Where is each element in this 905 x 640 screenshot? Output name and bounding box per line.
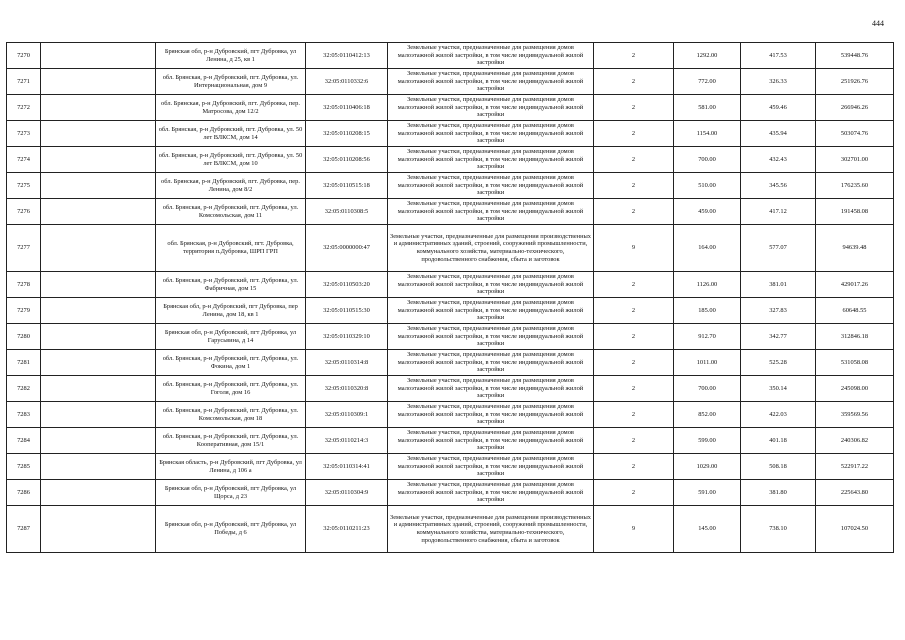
address-cell: Брянская обл, р-н Дубровский, пгт Дубровка, ул Щорса, д 23	[156, 480, 306, 506]
spacer-cell	[41, 43, 156, 69]
category-cell: 2	[594, 173, 674, 199]
cadastral-number-cell: 32:05:0110308:5	[306, 199, 388, 225]
category-cell: 2	[594, 69, 674, 95]
land-use-cell: Земельные участки, предназначенные для размещения домов малоэтажной жилой застройки, в том числе индивидуальной жилой застройки	[388, 147, 594, 173]
category-cell: 9	[594, 225, 674, 272]
table-row	[7, 428, 894, 454]
table-row	[7, 95, 894, 121]
specific-value-cell: 508.18	[741, 454, 816, 480]
spacer-cell	[41, 428, 156, 454]
cadastral-number-cell: 32:05:0110314:41	[306, 454, 388, 480]
cadastral-number-cell: 32:05:0110214:3	[306, 428, 388, 454]
land-use-cell: Земельные участки, предназначенные для размещения домов малоэтажной жилой застройки, в том числе индивидуальной жилой застройки	[388, 298, 594, 324]
area-cell: 599.00	[674, 428, 741, 454]
address-cell: обл. Брянская, р-н Дубровский, пгт. Дубровка, ул. 50 лет ВЛКСМ, дом 10	[156, 147, 306, 173]
category-cell: 2	[594, 95, 674, 121]
cadastral-value-cell: 60648.55	[816, 298, 894, 324]
cadastral-value-cell: 302701.00	[816, 147, 894, 173]
category-cell: 2	[594, 199, 674, 225]
land-use-cell: Земельные участки, предназначенные для размещения домов малоэтажной жилой застройки, в том числе индивидуальной жилой застройки	[388, 173, 594, 199]
table-row	[7, 173, 894, 199]
area-cell: 164.00	[674, 225, 741, 272]
specific-value-cell: 738.10	[741, 506, 816, 553]
page-number: 444	[872, 19, 884, 28]
table-row	[7, 454, 894, 480]
specific-value-cell: 381.01	[741, 272, 816, 298]
area-cell: 700.00	[674, 376, 741, 402]
cadastral-value-cell: 359569.56	[816, 402, 894, 428]
row-number: 7280	[7, 324, 41, 350]
cadastral-number-cell: 32:05:0110211:23	[306, 506, 388, 553]
address-cell: обл. Брянская, р-н Дубровский, пгт. Дубровка, ул. Фабричная, дом 15	[156, 272, 306, 298]
spacer-cell	[41, 402, 156, 428]
specific-value-cell: 432.43	[741, 147, 816, 173]
specific-value-cell: 401.18	[741, 428, 816, 454]
cadastral-value-cell: 539448.76	[816, 43, 894, 69]
land-use-cell: Земельные участки, предназначенные для размещения домов малоэтажной жилой застройки, в том числе индивидуальной жилой застройки	[388, 121, 594, 147]
area-cell: 700.00	[674, 147, 741, 173]
spacer-cell	[41, 324, 156, 350]
cadastral-number-cell: 32:05:0110208:15	[306, 121, 388, 147]
category-cell: 2	[594, 43, 674, 69]
land-use-cell: Земельные участки, предназначенные для размещения домов малоэтажной жилой застройки, в том числе индивидуальной жилой застройки	[388, 350, 594, 376]
specific-value-cell: 345.56	[741, 173, 816, 199]
row-number: 7277	[7, 225, 41, 272]
row-number: 7281	[7, 350, 41, 376]
specific-value-cell: 422.03	[741, 402, 816, 428]
cadastral-number-cell: 32:05:0110515:18	[306, 173, 388, 199]
area-cell: 1292.00	[674, 43, 741, 69]
row-number: 7273	[7, 121, 41, 147]
table-row	[7, 43, 894, 69]
cadastral-number-cell: 32:05:0110332:6	[306, 69, 388, 95]
category-cell: 2	[594, 454, 674, 480]
area-cell: 510.00	[674, 173, 741, 199]
category-cell: 2	[594, 298, 674, 324]
cadastral-value-cell: 266946.26	[816, 95, 894, 121]
area-cell: 581.00	[674, 95, 741, 121]
table-row	[7, 69, 894, 95]
cadastral-number-cell: 32:05:0110208:56	[306, 147, 388, 173]
area-cell: 912.70	[674, 324, 741, 350]
specific-value-cell: 417.12	[741, 199, 816, 225]
cadastral-number-cell: 32:05:0110406:18	[306, 95, 388, 121]
spacer-cell	[41, 69, 156, 95]
table-row	[7, 324, 894, 350]
specific-value-cell: 350.14	[741, 376, 816, 402]
cadastral-value-cell: 251926.76	[816, 69, 894, 95]
land-use-cell: Земельные участки, предназначенные для размещения домов малоэтажной жилой застройки, в том числе индивидуальной жилой застройки	[388, 199, 594, 225]
table-row	[7, 298, 894, 324]
cadastral-value-cell: 225643.80	[816, 480, 894, 506]
address-cell: обл. Брянская, р-н Дубровский, пгт. Дубровка, ул. Фокина, дом 1	[156, 350, 306, 376]
category-cell: 2	[594, 428, 674, 454]
row-number: 7278	[7, 272, 41, 298]
table-row	[7, 147, 894, 173]
specific-value-cell: 342.77	[741, 324, 816, 350]
category-cell: 2	[594, 376, 674, 402]
area-cell: 459.00	[674, 199, 741, 225]
land-use-cell: Земельные участки, предназначенные для размещения домов малоэтажной жилой застройки, в том числе индивидуальной жилой застройки	[388, 454, 594, 480]
address-cell: обл. Брянская, р-н Дубровский, пгт. Дубровка, ул. Интернациональная, дом 9	[156, 69, 306, 95]
cadastral-number-cell: 32:05:0110304:9	[306, 480, 388, 506]
cadastral-value-cell: 312846.18	[816, 324, 894, 350]
spacer-cell	[41, 376, 156, 402]
table-row	[7, 350, 894, 376]
specific-value-cell: 435.94	[741, 121, 816, 147]
cadastral-number-cell: 32:05:0110515:30	[306, 298, 388, 324]
table-row	[7, 506, 894, 553]
spacer-cell	[41, 95, 156, 121]
spacer-cell	[41, 480, 156, 506]
spacer-cell	[41, 506, 156, 553]
row-number: 7284	[7, 428, 41, 454]
spacer-cell	[41, 298, 156, 324]
category-cell: 2	[594, 402, 674, 428]
row-number: 7285	[7, 454, 41, 480]
address-cell: Брянская область, р-н Дубровский, пгт Дубровка, ул Ленина, д 106 а	[156, 454, 306, 480]
cadastral-value-cell: 245098.00	[816, 376, 894, 402]
table-row	[7, 121, 894, 147]
area-cell: 185.00	[674, 298, 741, 324]
specific-value-cell: 327.83	[741, 298, 816, 324]
table-row	[7, 199, 894, 225]
category-cell: 2	[594, 147, 674, 173]
spacer-cell	[41, 121, 156, 147]
address-cell: обл. Брянская, р-н Дубровский, пгт. Дубровка, ул. 50 лет ВЛКСМ, дом 14	[156, 121, 306, 147]
area-cell: 1126.00	[674, 272, 741, 298]
land-use-cell: Земельные участки, предназначенные для размещения домов малоэтажной жилой застройки, в том числе индивидуальной жилой застройки	[388, 272, 594, 298]
row-number: 7274	[7, 147, 41, 173]
address-cell: обл. Брянская, р-н Дубровский, пгт. Дубровка, ул. Кооперативная, дом 15/1	[156, 428, 306, 454]
area-cell: 591.00	[674, 480, 741, 506]
row-number: 7272	[7, 95, 41, 121]
address-cell: обл. Брянская, р-н Дубровский, пгт. Дубровка, пер. Матросова, дом 12/2	[156, 95, 306, 121]
land-use-cell: Земельные участки, предназначенные для размещения производственных и административных зданий, строений, сооружений промышленности, коммунального хозяйства, материально-технического, продовольственного снабжения, сбыта и заготовок	[388, 225, 594, 272]
land-use-cell: Земельные участки, предназначенные для размещения производственных и административных зданий, строений, сооружений промышленности, коммунального хозяйства, материально-технического, продовольственного снабжения, сбыта и заготовок	[388, 506, 594, 553]
land-registry-table	[6, 42, 894, 553]
address-cell: обл. Брянская, р-н Дубровский, пгт. Дубровка, пер. Ленина, дом 8/2	[156, 173, 306, 199]
address-cell: обл. Брянская, р-н Дубровский, пгт. Дубровка, ул. Гоголя, дом 16	[156, 376, 306, 402]
row-number: 7275	[7, 173, 41, 199]
area-cell: 852.00	[674, 402, 741, 428]
cadastral-value-cell: 522917.22	[816, 454, 894, 480]
area-cell: 1154.00	[674, 121, 741, 147]
address-cell: Брянская обл, р-н Дубровский, пгт Дубровка, ул Ленина, д 25, кв 1	[156, 43, 306, 69]
address-cell: обл. Брянская, р-н Дубровский, пгт. Дубровка, ул. Комсомольская, дом 18	[156, 402, 306, 428]
address-cell: обл. Брянская, р-н Дубровский, пгт. Дубровка, территория п.Дубровка, ШРП ГРП	[156, 225, 306, 272]
area-cell: 1011.00	[674, 350, 741, 376]
area-cell: 772.00	[674, 69, 741, 95]
area-cell: 1029.00	[674, 454, 741, 480]
category-cell: 9	[594, 506, 674, 553]
row-number: 7283	[7, 402, 41, 428]
category-cell: 2	[594, 350, 674, 376]
row-number: 7270	[7, 43, 41, 69]
address-cell: Брянская обл, р-н Дубровский, пгт Дубровка, пер Ленина, дом 18, кв 1	[156, 298, 306, 324]
spacer-cell	[41, 147, 156, 173]
table-row	[7, 402, 894, 428]
cadastral-number-cell: 32:05:0110314:8	[306, 350, 388, 376]
table-row	[7, 272, 894, 298]
cadastral-value-cell: 94639.48	[816, 225, 894, 272]
cadastral-value-cell: 503074.76	[816, 121, 894, 147]
row-number: 7286	[7, 480, 41, 506]
land-use-cell: Земельные участки, предназначенные для размещения домов малоэтажной жилой застройки, в том числе индивидуальной жилой застройки	[388, 69, 594, 95]
spacer-cell	[41, 225, 156, 272]
category-cell: 2	[594, 272, 674, 298]
address-cell: обл. Брянская, р-н Дубровский, пгт. Дубровка, ул. Комсомольская, дом 11	[156, 199, 306, 225]
row-number: 7271	[7, 69, 41, 95]
land-use-cell: Земельные участки, предназначенные для размещения домов малоэтажной жилой застройки, в том числе индивидуальной жилой застройки	[388, 402, 594, 428]
cadastral-number-cell: 32:05:0110309:1	[306, 402, 388, 428]
spacer-cell	[41, 173, 156, 199]
cadastral-number-cell: 32:05:0110412:13	[306, 43, 388, 69]
cadastral-value-cell: 107024.50	[816, 506, 894, 553]
address-cell: Брянская обл, р-н Дубровский, пгт Дубровка, ул Гарусьвина, д 14	[156, 324, 306, 350]
cadastral-value-cell: 191458.08	[816, 199, 894, 225]
row-number: 7287	[7, 506, 41, 553]
row-number: 7279	[7, 298, 41, 324]
cadastral-number-cell: 32:05:0110503:20	[306, 272, 388, 298]
table-row	[7, 376, 894, 402]
land-use-cell: Земельные участки, предназначенные для размещения домов малоэтажной жилой застройки, в том числе индивидуальной жилой застройки	[388, 95, 594, 121]
cadastral-value-cell: 531058.08	[816, 350, 894, 376]
cadastral-number-cell: 32:05:0110320:8	[306, 376, 388, 402]
specific-value-cell: 417.53	[741, 43, 816, 69]
address-cell: Брянская обл, р-н Дубровский, пгт Дубровка, ул Победы, д 6	[156, 506, 306, 553]
cadastral-value-cell: 240306.82	[816, 428, 894, 454]
land-use-cell: Земельные участки, предназначенные для размещения домов малоэтажной жилой застройки, в том числе индивидуальной жилой застройки	[388, 324, 594, 350]
specific-value-cell: 326.33	[741, 69, 816, 95]
spacer-cell	[41, 350, 156, 376]
table-row	[7, 225, 894, 272]
spacer-cell	[41, 272, 156, 298]
land-use-cell: Земельные участки, предназначенные для размещения домов малоэтажной жилой застройки, в том числе индивидуальной жилой застройки	[388, 43, 594, 69]
cadastral-number-cell: 32:05:0110329:10	[306, 324, 388, 350]
table-row	[7, 480, 894, 506]
category-cell: 2	[594, 121, 674, 147]
cadastral-value-cell: 429017.26	[816, 272, 894, 298]
specific-value-cell: 459.46	[741, 95, 816, 121]
land-use-cell: Земельные участки, предназначенные для размещения домов малоэтажной жилой застройки, в том числе индивидуальной жилой застройки	[388, 376, 594, 402]
land-use-cell: Земельные участки, предназначенные для размещения домов малоэтажной жилой застройки, в том числе индивидуальной жилой застройки	[388, 480, 594, 506]
row-number: 7282	[7, 376, 41, 402]
cadastral-number-cell: 32:05:0000000:47	[306, 225, 388, 272]
row-number: 7276	[7, 199, 41, 225]
specific-value-cell: 525.28	[741, 350, 816, 376]
specific-value-cell: 381.80	[741, 480, 816, 506]
cadastral-value-cell: 176235.60	[816, 173, 894, 199]
category-cell: 2	[594, 480, 674, 506]
area-cell: 145.00	[674, 506, 741, 553]
land-use-cell: Земельные участки, предназначенные для размещения домов малоэтажной жилой застройки, в том числе индивидуальной жилой застройки	[388, 428, 594, 454]
spacer-cell	[41, 199, 156, 225]
spacer-cell	[41, 454, 156, 480]
category-cell: 2	[594, 324, 674, 350]
specific-value-cell: 577.07	[741, 225, 816, 272]
